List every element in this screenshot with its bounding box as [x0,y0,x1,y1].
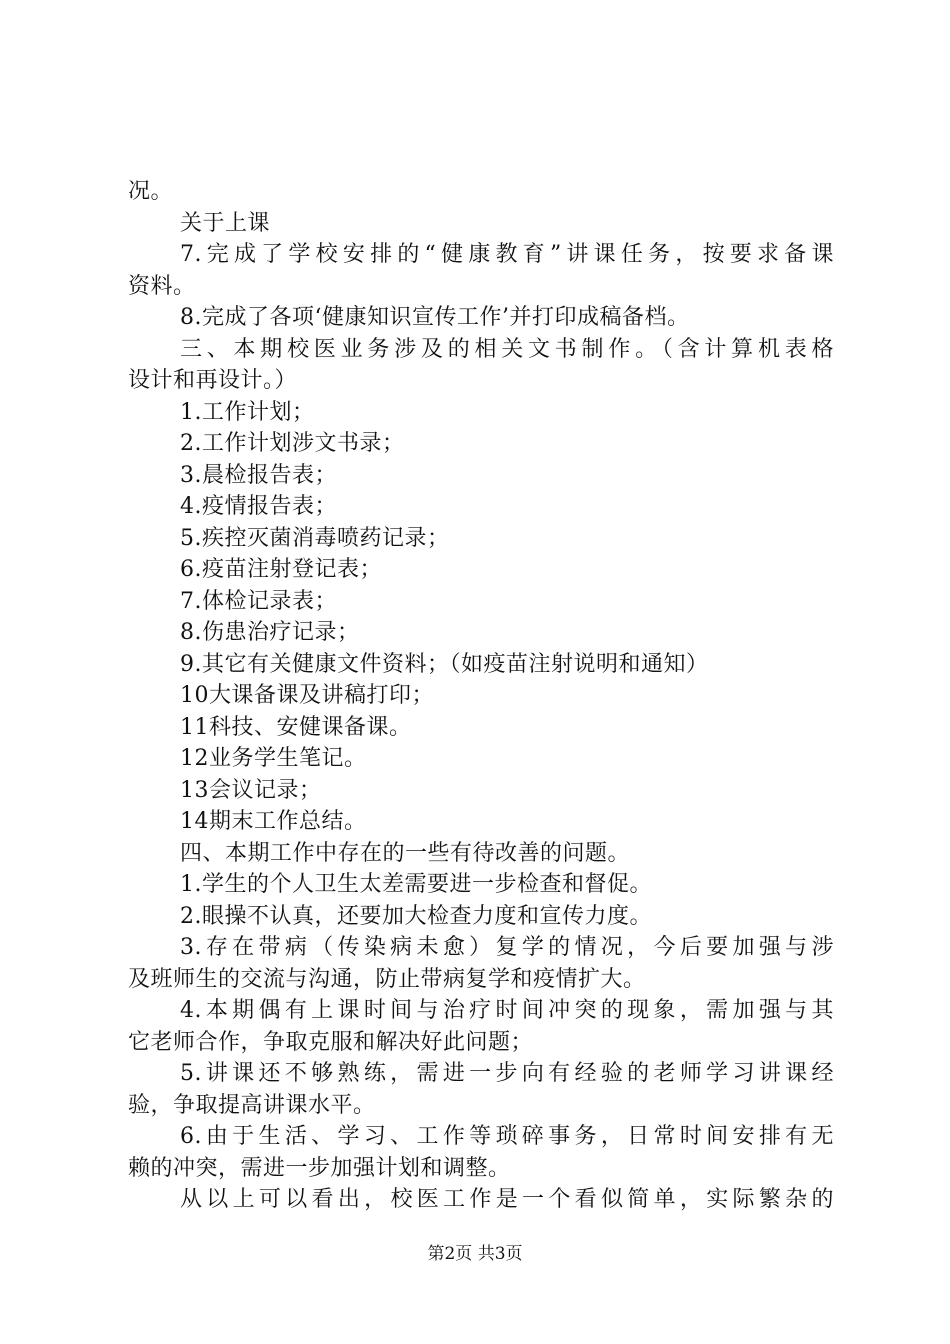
text-line: 2.工作计划涉文书录； [180,431,405,456]
text-line: 四、本期工作中存在的一些有待改善的问题。 [180,840,631,866]
text-line: 1.工作计划； [180,399,315,425]
text-line: 14期末工作总结。 [180,809,367,834]
text-line: 1.学生的个人卫生太差需要进一步检查和督促。 [180,872,652,897]
text-line: 及班师生的交流与沟通，防止带病复学和疫情扩大。 [128,966,646,992]
text-line: 5.讲课还不够熟练，需进一步向有经验的老师学习讲课经 [180,1061,834,1086]
text-line: 4.疫情报告表； [180,494,337,519]
text-line: 况。 [128,179,174,204]
text-line: 赖的冲突，需进一步加强计划和调整。 [128,1155,511,1181]
document-body [128,176,834,1216]
text-line: 13会议记录； [180,777,322,803]
text-line: 4.本期偶有上课时间与治疗时间冲突的现象，需加强与其 [180,998,834,1023]
text-line: 资料。 [128,273,196,299]
text-line: 10大课备课及讲稿打印； [180,683,434,708]
text-line: 2.眼操不认真，还要加大检查力度和宣传力度。 [180,903,652,929]
text-line: 8.完成了各项‘健康知识宣传工作’并打印成稿备档。 [180,305,690,330]
text-line: 6.由于生活、学习、工作等琐碎事务，日常时间安排有无 [180,1124,834,1149]
text-line: 它老师合作，争取克服和解决好此问题； [128,1029,534,1055]
text-line: 三、本期校医业务涉及的相关文书制作。（含计算机表格 [180,336,834,362]
text-line: 设计和再设计。） [128,368,298,393]
text-line: 7.体检记录表； [180,588,337,614]
text-line: 从以上可以看出，校医工作是一个看似简单，实际繁杂的 [180,1187,834,1212]
text-line: 关于上课 [180,210,271,236]
text-line: 9.其它有关健康文件资料；（如疫苗注射说明和通知） [180,651,709,677]
text-line: 验，争取提高讲课水平。 [128,1092,376,1118]
text-line: 12业务学生笔记。 [180,746,367,771]
text-line: 8.伤患治疗记录； [180,620,360,645]
text-line: 3.晨检报告表； [180,462,337,488]
text-line: 6.疫苗注射登记表； [180,557,382,582]
text-line: 3.存在带病（传染病未愈）复学的情况，今后要加强与涉 [180,935,834,960]
page-footer: 第2页 共3页 [427,1244,523,1264]
text-line: 7.完成了学校安排的“健康教育”讲课任务，按要求备课 [180,242,834,267]
text-line: 5.疾控灭菌消毒喷药记录； [180,525,450,551]
text-line: 11科技、安健课备课。 [180,714,412,740]
